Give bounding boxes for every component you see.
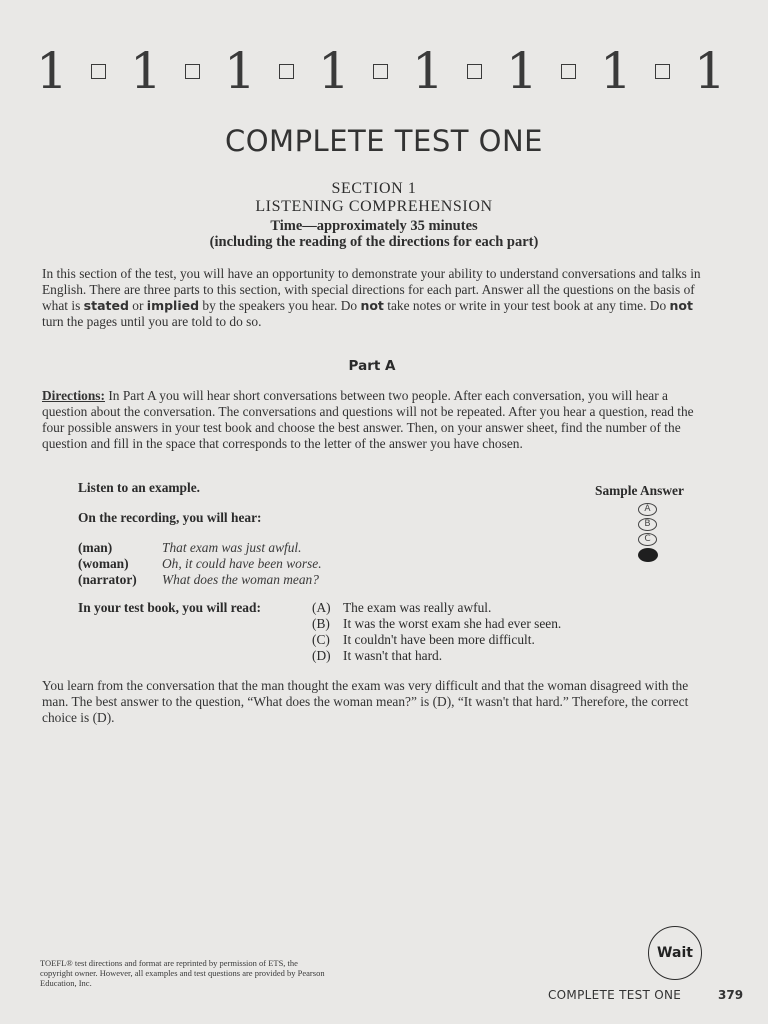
option-text: It couldn't have been more difficult. bbox=[343, 632, 535, 647]
intro-stated: stated bbox=[83, 298, 129, 313]
answer-options bbox=[312, 600, 561, 664]
intro-text: turn the pages until you are told to do so. bbox=[42, 314, 262, 329]
strip-digit: 1 bbox=[506, 42, 538, 100]
strip-digit: 1 bbox=[36, 42, 68, 100]
copyright-footnote: TOEFL® test directions and format are reprinted by permission of ETS, the copyright owner. However, all examples and test questions are provided by Pearson Education, Inc. bbox=[40, 958, 325, 988]
on-recording-label: On the recording, you will hear: bbox=[78, 510, 262, 525]
wait-badge: Wait bbox=[648, 926, 702, 980]
strip-box bbox=[373, 64, 388, 79]
sample-answer-bubbles bbox=[638, 503, 660, 564]
option-letter: (D) bbox=[312, 648, 331, 663]
intro-text: or bbox=[128, 298, 147, 313]
strip-digit: 1 bbox=[694, 42, 726, 100]
intro-text: by the speakers you hear. Do bbox=[199, 298, 361, 313]
strip-box bbox=[467, 64, 482, 79]
page-number: 379 bbox=[718, 988, 744, 1002]
dialog-speaker: (woman) bbox=[78, 556, 129, 571]
dialog-row bbox=[78, 540, 322, 556]
answer-bubble-a: A bbox=[638, 503, 657, 516]
strip-box bbox=[279, 64, 294, 79]
strip-box bbox=[655, 64, 670, 79]
intro-text: take notes or write in your test book at any time. Do bbox=[383, 298, 670, 313]
strip-digit: 1 bbox=[318, 42, 350, 100]
test-book-read-label: In your test book, you will read: bbox=[78, 600, 261, 615]
section-name: LISTENING COMPREHENSION bbox=[255, 198, 493, 215]
header-strip bbox=[36, 42, 726, 100]
dialog-speaker: (man) bbox=[78, 540, 113, 555]
answer-bubble-d-filled bbox=[638, 548, 658, 562]
strip-box bbox=[91, 64, 106, 79]
strip-digit: 1 bbox=[130, 42, 162, 100]
option-letter: (B) bbox=[312, 616, 330, 631]
dialog-line: Oh, it could have been worse. bbox=[162, 556, 322, 571]
intro-not: not bbox=[669, 298, 693, 313]
section-time: Time—approximately 35 minutes bbox=[270, 218, 478, 234]
sample-answer-label: Sample Answer bbox=[595, 483, 684, 498]
intro-paragraph bbox=[42, 266, 712, 330]
option-row bbox=[312, 600, 561, 616]
dialog-speaker: (narrator) bbox=[78, 572, 137, 587]
page-title: COMPLETE TEST ONE bbox=[224, 124, 544, 158]
explanation-paragraph: You learn from the conversation that the man thought the exam was very difficult and that the woman disagreed with the man. The best answer to the question, “What does the woman mean?” is (D), “It wasn't that hard.” Therefore, the correct choice is (D). bbox=[42, 678, 689, 725]
strip-digit: 1 bbox=[600, 42, 632, 100]
option-row bbox=[312, 648, 561, 664]
directions-paragraph bbox=[42, 388, 712, 452]
footer-title: COMPLETE TEST ONE bbox=[548, 988, 682, 1002]
part-a-heading: Part A bbox=[348, 358, 396, 374]
option-letter: (C) bbox=[312, 632, 330, 647]
option-row bbox=[312, 616, 561, 632]
intro-implied: implied bbox=[146, 298, 200, 313]
directions-label: Directions: bbox=[42, 388, 105, 403]
option-row bbox=[312, 632, 561, 648]
example-dialog bbox=[78, 540, 322, 588]
option-text: The exam was really awful. bbox=[343, 600, 492, 615]
intro-not: not bbox=[360, 298, 384, 313]
strip-box bbox=[185, 64, 200, 79]
option-text: It was the worst exam she had ever seen. bbox=[343, 616, 562, 631]
dialog-row bbox=[78, 556, 322, 572]
strip-digit: 1 bbox=[412, 42, 444, 100]
section-number: SECTION 1 bbox=[331, 180, 417, 197]
dialog-row bbox=[78, 572, 322, 588]
strip-digit: 1 bbox=[224, 42, 256, 100]
listen-example-label: Listen to an example. bbox=[78, 480, 200, 495]
answer-bubble-b: B bbox=[638, 518, 657, 531]
answer-bubble-c: C bbox=[638, 533, 657, 546]
section-including: (including the reading of the directions for each part) bbox=[209, 234, 539, 250]
option-text: It wasn't that hard. bbox=[343, 648, 443, 663]
intro-text: In this section of the test, you will have an opportunity to demonstrate your ability to understand conversations and talks in English. There are three parts to this section, with special directions for each part. Answer all the questions on the basis of what is bbox=[42, 266, 701, 313]
option-letter: (A) bbox=[312, 600, 331, 615]
strip-box bbox=[561, 64, 576, 79]
directions-text: In Part A you will hear short conversations between two people. After each conversation, you will hear a question about the conversation. The conversations and questions will not be repeated. After you hear a question, read the four possible answers in your test book and choose the best answer. Then, on your answer sheet, find the number of the question and fill in the space that corresponds to the letter of the answer you have chosen. bbox=[42, 388, 694, 451]
dialog-line: What does the woman mean? bbox=[162, 572, 319, 587]
dialog-line: That exam was just awful. bbox=[162, 540, 302, 555]
